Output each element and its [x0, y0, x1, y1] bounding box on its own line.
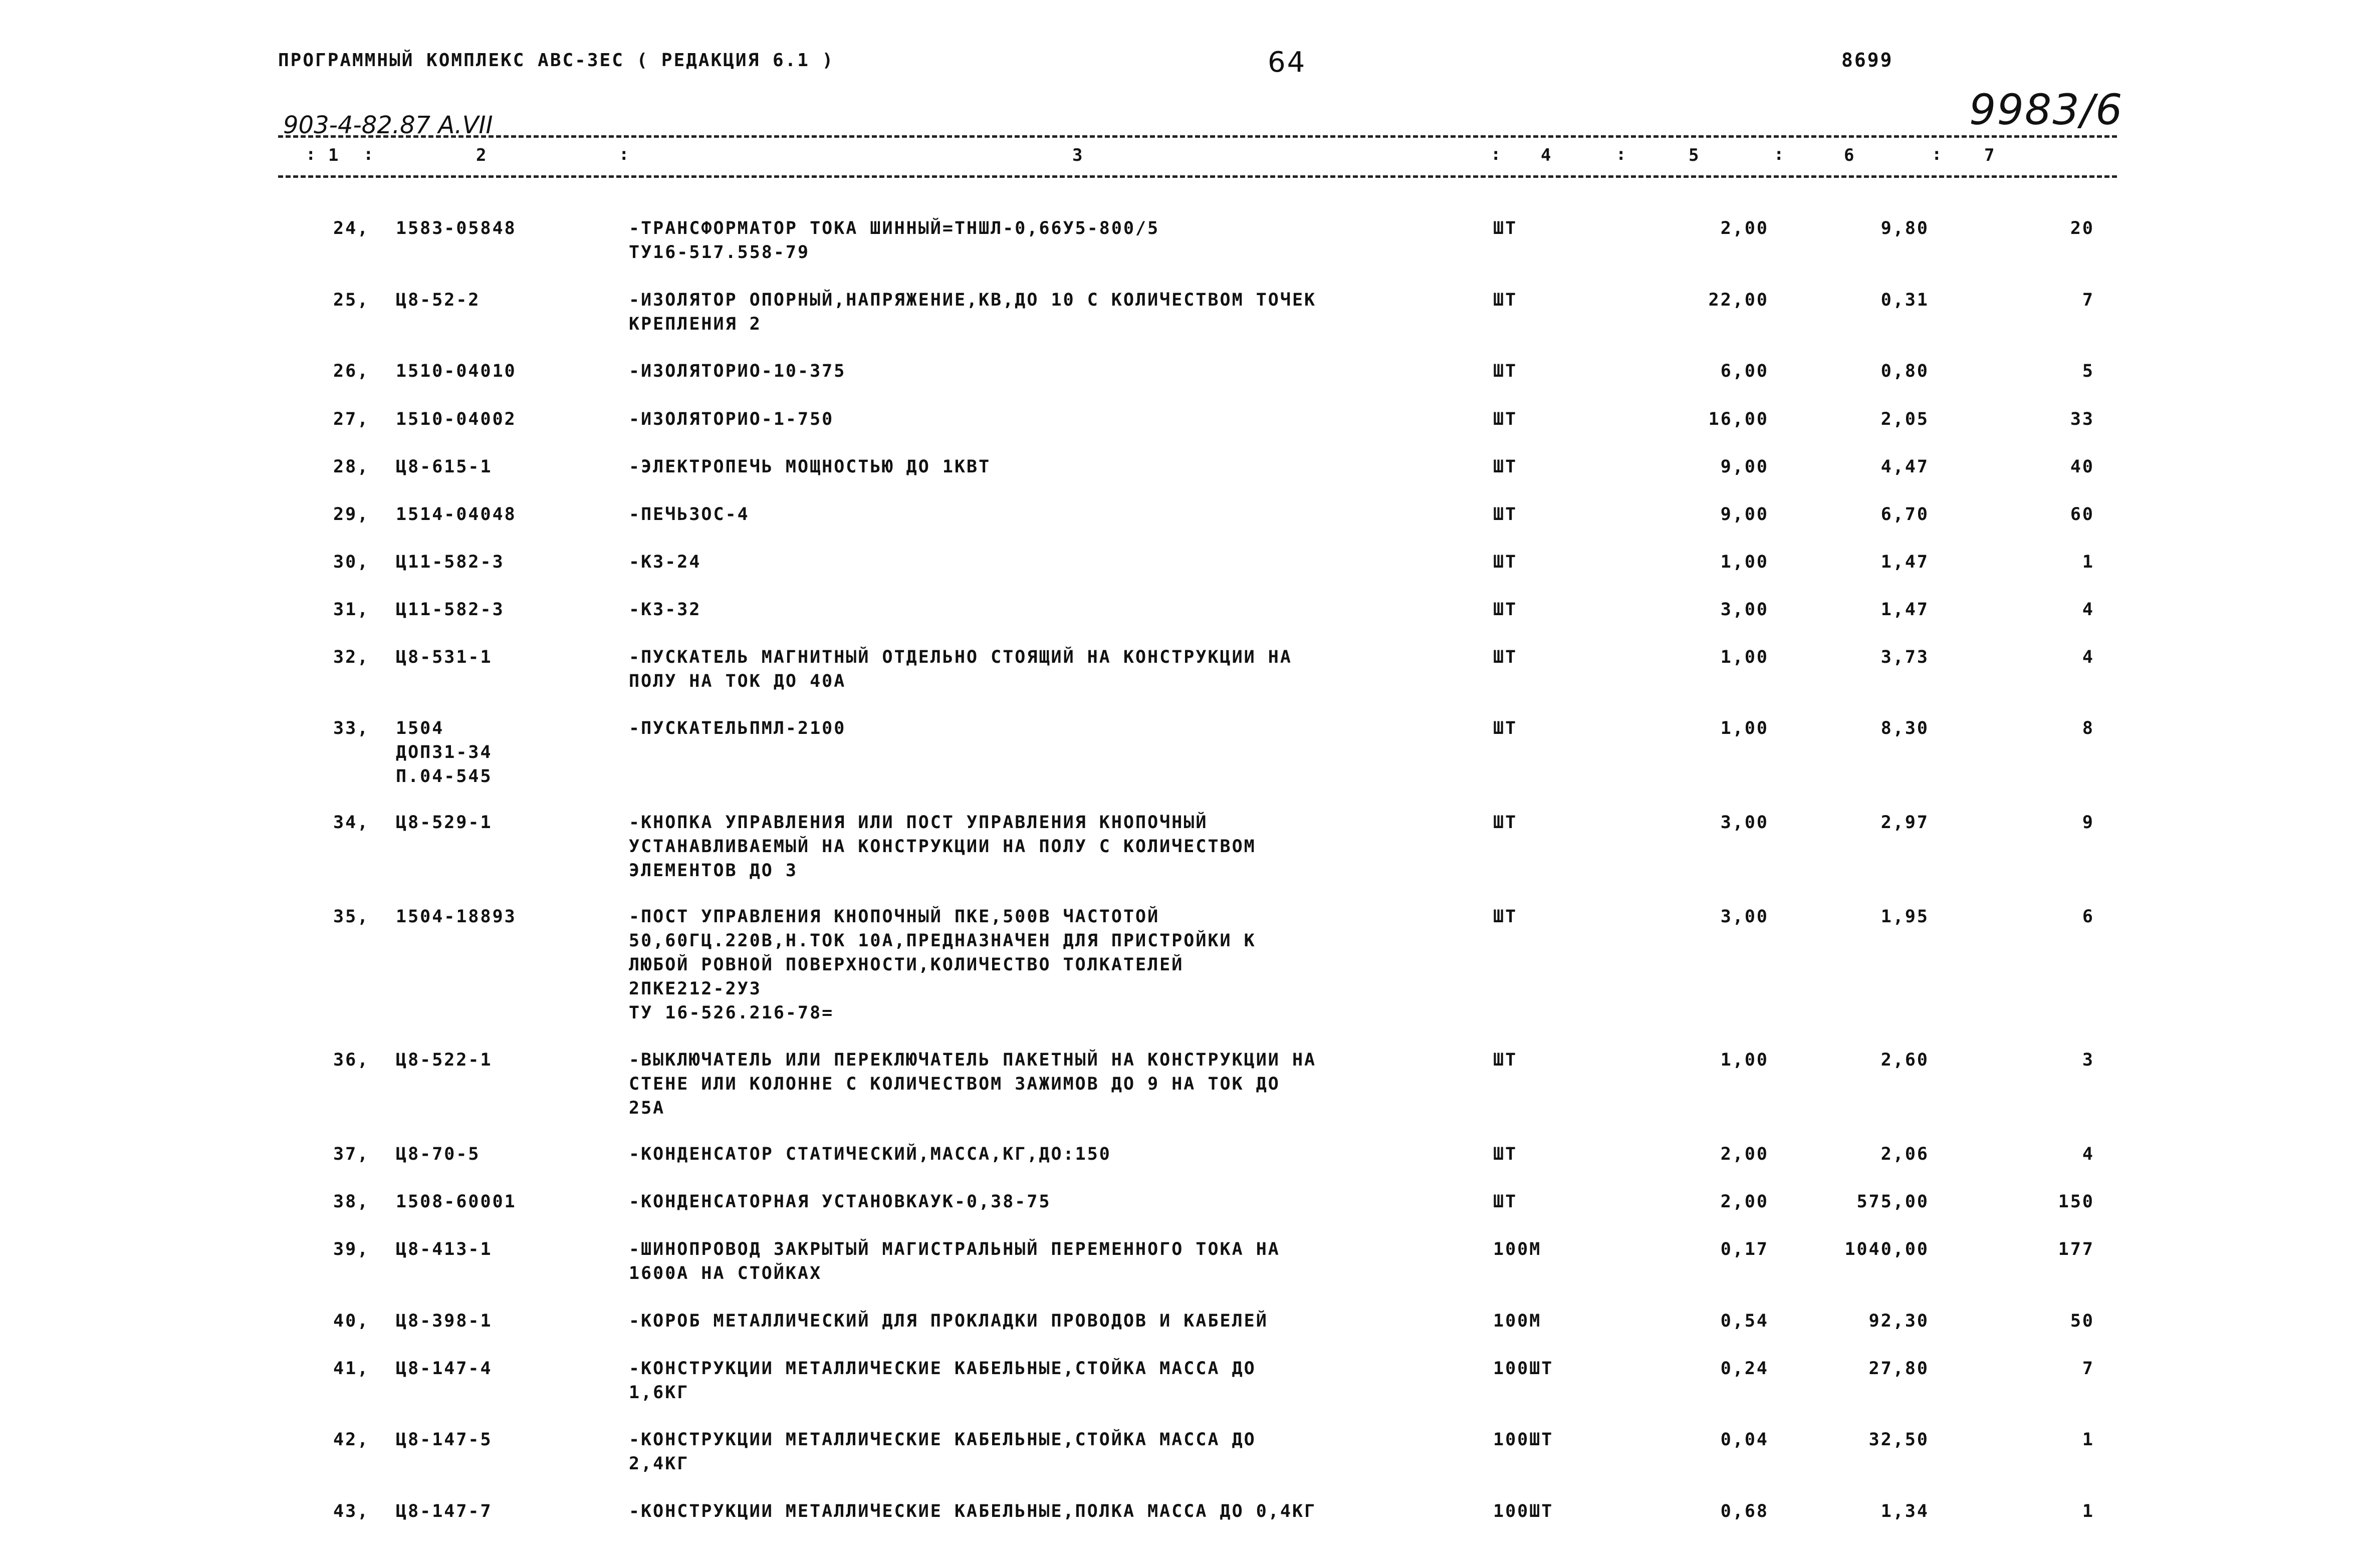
row-unit-price: 2,05 [1880, 409, 1929, 429]
document-code: 8699 [1841, 49, 1893, 71]
row-quantity: 6,00 [1720, 361, 1769, 381]
row-code [396, 716, 493, 789]
row-unit-price: 2,97 [1880, 813, 1929, 833]
row-quantity: 1,00 [1720, 1050, 1769, 1070]
row-description-line: КРЕПЛЕНИЯ 2 [629, 314, 762, 334]
column-separator: : [363, 144, 374, 164]
row-description [629, 1357, 1256, 1405]
row-total: 8 [2082, 718, 2094, 738]
row-description [629, 502, 750, 527]
row-code-line: 1504 [396, 718, 444, 738]
row-description-line: -ПУСКАТЕЛЬПМЛ-2100 [629, 718, 846, 738]
row-unit: ШТ [1493, 1144, 1518, 1164]
row-description-line: -ПЕЧЬЗОС-4 [629, 504, 750, 525]
row-number: 39, [333, 1239, 370, 1259]
row-number: 34, [333, 813, 370, 833]
row-description [629, 1428, 1256, 1476]
row-description-line: ЛЮБОЙ РОВНОЙ ПОВЕРХНОСТИ,КОЛИЧЕСТВО ТОЛКАТЕЛЕЙ [629, 955, 1184, 975]
row-total: 40 [2070, 457, 2094, 477]
row-unit: ШТ [1493, 290, 1518, 310]
row-description [629, 359, 846, 383]
row-total: 1 [2082, 1430, 2094, 1450]
column-separator: : [1774, 144, 1784, 164]
row-description-line: УСТАНАВЛИВАЕМЫЙ НА КОНСТРУКЦИИ НА ПОЛУ С КОЛИЧЕСТВОМ [629, 837, 1256, 857]
row-description-line: 1600А НА СТОЙКАХ [629, 1263, 822, 1283]
row-code-line: Ц8-522-1 [396, 1050, 493, 1070]
row-unit-price: 0,31 [1880, 290, 1929, 310]
row-quantity: 1,00 [1720, 647, 1769, 667]
row-quantity: 2,00 [1720, 1144, 1769, 1164]
row-code [396, 1357, 493, 1381]
row-description [629, 550, 701, 574]
row-total: 60 [2070, 504, 2094, 525]
row-code-line: Ц8-147-4 [396, 1359, 493, 1379]
row-quantity: 3,00 [1720, 813, 1769, 833]
row-number: 41, [333, 1359, 370, 1379]
row-unit-price: 32,50 [1868, 1430, 1929, 1450]
row-description [629, 905, 1256, 1025]
handwritten-sheet-mark: 9983/6 [1969, 85, 2123, 134]
row-description [629, 1237, 1280, 1285]
row-code [396, 645, 493, 669]
row-unit-price: 0,80 [1880, 361, 1929, 381]
column-separator: : [1932, 144, 1942, 164]
row-description-line: -ПУСКАТЕЛЬ МАГНИТНЫЙ ОТДЕЛЬНО СТОЯЩИЙ НА КОНСТРУКЦИИ НА [629, 647, 1292, 667]
row-code [396, 550, 505, 574]
row-total: 7 [2082, 290, 2094, 310]
row-quantity: 16,00 [1708, 409, 1769, 429]
row-description-line: -ИЗОЛЯТОРИО-10-375 [629, 361, 846, 381]
row-total: 4 [2082, 600, 2094, 620]
row-number: 31, [333, 600, 370, 620]
row-unit-price: 1040,00 [1844, 1239, 1929, 1259]
row-total: 4 [2082, 647, 2094, 667]
row-unit-price: 3,73 [1880, 647, 1929, 667]
row-description [629, 1142, 1111, 1166]
row-number: 33, [333, 718, 370, 738]
row-code-line: Ц8-529-1 [396, 813, 493, 833]
row-description-line: ПОЛУ НА ТОК ДО 40А [629, 671, 846, 691]
row-description [629, 288, 1316, 336]
row-total: 150 [2058, 1192, 2094, 1212]
header-dashed-rule [278, 175, 2117, 178]
row-code-line: Ц8-70-5 [396, 1144, 481, 1164]
row-unit: ШТ [1493, 647, 1518, 667]
row-quantity: 1,00 [1720, 552, 1769, 572]
row-description-line: -КЗ-32 [629, 600, 701, 620]
row-description-line: 1,6КГ [629, 1383, 689, 1403]
row-quantity: 9,00 [1720, 504, 1769, 525]
row-unit: ШТ [1493, 218, 1518, 238]
row-description-line: -ШИНОПРОВОД ЗАКРЫТЫЙ МАГИСТРАЛЬНЫЙ ПЕРЕМЕННОГО ТОКА НА [629, 1239, 1280, 1259]
column-separator: : [619, 144, 629, 164]
row-unit: ШТ [1493, 1192, 1518, 1212]
column-header-2: 2 [476, 145, 487, 165]
row-number: 26, [333, 361, 370, 381]
row-code [396, 811, 493, 835]
row-total: 5 [2082, 361, 2094, 381]
row-code-line: 1510-04002 [396, 409, 517, 429]
row-description [629, 645, 1292, 693]
row-unit: ШТ [1493, 907, 1518, 927]
row-description [629, 216, 1159, 265]
row-code-line: Ц8-147-5 [396, 1430, 493, 1450]
row-unit-price: 575,00 [1856, 1192, 1929, 1212]
row-code-line: 1510-04010 [396, 361, 517, 381]
column-separator: : [1491, 144, 1501, 164]
row-number: 35, [333, 907, 370, 927]
column-header-4: 4 [1541, 145, 1551, 165]
row-number: 37, [333, 1144, 370, 1164]
row-code [396, 1190, 517, 1214]
row-unit-price: 1,95 [1880, 907, 1929, 927]
row-unit: ШТ [1493, 813, 1518, 833]
row-number: 36, [333, 1050, 370, 1070]
row-unit-price: 9,80 [1880, 218, 1929, 238]
row-unit-price: 2,06 [1880, 1144, 1929, 1164]
row-total: 1 [2082, 552, 2094, 572]
row-number: 38, [333, 1192, 370, 1212]
handwritten-doc-id: 903-4-82.87 А.VII [283, 111, 493, 139]
row-total: 6 [2082, 907, 2094, 927]
row-total: 1 [2082, 1501, 2094, 1521]
row-code [396, 1237, 493, 1261]
row-unit: 100М [1493, 1311, 1542, 1331]
row-unit-price: 92,30 [1868, 1311, 1929, 1331]
row-quantity: 22,00 [1708, 290, 1769, 310]
row-unit: 100ШТ [1493, 1430, 1554, 1450]
row-unit-price: 2,60 [1880, 1050, 1929, 1070]
row-total: 3 [2082, 1050, 2094, 1070]
row-total: 9 [2082, 813, 2094, 833]
row-description [629, 1048, 1316, 1120]
row-description-line: -ЭЛЕКТРОПЕЧЬ МОЩНОСТЬЮ ДО 1КВТ [629, 457, 991, 477]
row-code-line: П.04-545 [396, 766, 493, 787]
row-unit-price: 8,30 [1880, 718, 1929, 738]
column-header-3: 3 [1072, 145, 1083, 165]
row-total: 7 [2082, 1359, 2094, 1379]
row-code [396, 359, 517, 383]
column-separator: : [1616, 144, 1626, 164]
row-code [396, 1142, 481, 1166]
row-unit-price: 1,47 [1880, 552, 1929, 572]
row-unit-price: 1,34 [1880, 1501, 1929, 1521]
row-number: 24, [333, 218, 370, 238]
row-number: 42, [333, 1430, 370, 1450]
row-number: 32, [333, 647, 370, 667]
row-code [396, 1048, 493, 1072]
row-description-line: -КНОПКА УПРАВЛЕНИЯ ИЛИ ПОСТ УПРАВЛЕНИЯ КНОПОЧНЫЙ [629, 813, 1208, 833]
row-code [396, 1499, 493, 1523]
row-total: 4 [2082, 1144, 2094, 1164]
column-header-1: 1 [328, 145, 339, 165]
row-description [629, 716, 846, 740]
row-code-line: Ц8-615-1 [396, 457, 493, 477]
column-header-5: 5 [1689, 145, 1699, 165]
row-quantity: 0,68 [1720, 1501, 1769, 1521]
row-code-line: Ц8-147-7 [396, 1501, 493, 1521]
column-header-6: 6 [1844, 145, 1854, 165]
row-unit: ШТ [1493, 504, 1518, 525]
row-quantity: 0,54 [1720, 1311, 1769, 1331]
row-total: 33 [2070, 409, 2094, 429]
row-unit: 100М [1493, 1239, 1542, 1259]
column-separator: : [306, 144, 316, 164]
row-code-line: Ц11-582-3 [396, 552, 505, 572]
row-description-line: -КОНДЕНСАТОРНАЯ УСТАНОВКАУК-0,38-75 [629, 1192, 1051, 1212]
row-total: 50 [2070, 1311, 2094, 1331]
row-description [629, 598, 701, 622]
row-unit-price: 4,47 [1880, 457, 1929, 477]
row-description [629, 407, 834, 431]
row-unit-price: 6,70 [1880, 504, 1929, 525]
row-description [629, 455, 991, 479]
row-code-line: Ц8-52-2 [396, 290, 481, 310]
row-unit-price: 27,80 [1868, 1359, 1929, 1379]
row-number: 28, [333, 457, 370, 477]
row-description-line: -ВЫКЛЮЧАТЕЛЬ ИЛИ ПЕРЕКЛЮЧАТЕЛЬ ПАКЕТНЫЙ НА КОНСТРУКЦИИ НА [629, 1050, 1317, 1070]
row-description-line: -ИЗОЛЯТОР ОПОРНЫЙ,НАПРЯЖЕНИЕ,КВ,ДО 10 С КОЛИЧЕСТВОМ ТОЧЕК [629, 290, 1317, 310]
row-quantity: 2,00 [1720, 218, 1769, 238]
row-number: 30, [333, 552, 370, 572]
row-code-line: 1514-04048 [396, 504, 517, 525]
row-code-line: Ц8-398-1 [396, 1311, 493, 1331]
row-description-line: -КОНСТРУКЦИИ МЕТАЛЛИЧЕСКИЕ КАБЕЛЬНЫЕ,СТОЙКА МАССА ДО [629, 1430, 1256, 1450]
row-description-line: ЭЛЕМЕНТОВ ДО 3 [629, 861, 798, 881]
row-description [629, 1499, 1316, 1523]
row-description-line: 25А [629, 1098, 665, 1118]
row-description-line: -ИЗОЛЯТОРИО-1-750 [629, 409, 834, 429]
row-number: 40, [333, 1311, 370, 1331]
page-number: 64 [1268, 46, 1307, 79]
row-quantity: 0,17 [1720, 1239, 1769, 1259]
row-description-line: СТЕНЕ ИЛИ КОЛОННЕ С КОЛИЧЕСТВОМ ЗАЖИМОВ ДО 9 НА ТОК ДО [629, 1074, 1280, 1094]
row-quantity: 0,24 [1720, 1359, 1769, 1379]
row-code-line: Ц11-582-3 [396, 600, 505, 620]
row-description-line: -КОНСТРУКЦИИ МЕТАЛЛИЧЕСКИЕ КАБЕЛЬНЫЕ,ПОЛКА МАССА ДО 0,4КГ [629, 1501, 1317, 1521]
row-description-line: -КЗ-24 [629, 552, 701, 572]
row-total: 20 [2070, 218, 2094, 238]
row-code [396, 1428, 493, 1452]
row-number: 29, [333, 504, 370, 525]
row-unit: ШТ [1493, 600, 1518, 620]
row-total: 177 [2058, 1239, 2094, 1259]
row-number: 27, [333, 409, 370, 429]
top-dashed-rule [278, 135, 2117, 138]
column-header-7: 7 [1984, 145, 1995, 165]
row-description-line: -КОНДЕНСАТОР СТАТИЧЕСКИЙ,МАССА,КГ,ДО:150 [629, 1144, 1111, 1164]
row-code-line: 1504-18893 [396, 907, 517, 927]
row-quantity: 3,00 [1720, 600, 1769, 620]
row-description-line: 50,60ГЦ.220В,Н.ТОК 10А,ПРЕДНАЗНАЧЕН ДЛЯ ПРИСТРОЙКИ К [629, 931, 1256, 951]
row-description-line: -ПОСТ УПРАВЛЕНИЯ КНОПОЧНЫЙ ПКЕ,500В ЧАСТОТОЙ [629, 907, 1160, 927]
row-description [629, 1190, 1051, 1214]
row-description [629, 1309, 1268, 1333]
row-unit: ШТ [1493, 718, 1518, 738]
row-unit-price: 1,47 [1880, 600, 1929, 620]
row-description-line: -ТРАНСФОРМАТОР ТОКА ШИННЫЙ=ТНШЛ-0,66У5-800/5 [629, 218, 1160, 238]
row-code [396, 502, 517, 527]
row-quantity: 0,04 [1720, 1430, 1769, 1450]
row-unit: 100ШТ [1493, 1359, 1554, 1379]
row-code-line: Ц8-531-1 [396, 647, 493, 667]
row-code-line: Ц8-413-1 [396, 1239, 493, 1259]
row-description-line: -КОРОБ МЕТАЛЛИЧЕСКИЙ ДЛЯ ПРОКЛАДКИ ПРОВОДОВ И КАБЕЛЕЙ [629, 1311, 1268, 1331]
row-code-line: 1508-60001 [396, 1192, 517, 1212]
row-code [396, 905, 517, 929]
row-description-line: -КОНСТРУКЦИИ МЕТАЛЛИЧЕСКИЕ КАБЕЛЬНЫЕ,СТОЙКА МАССА ДО [629, 1359, 1256, 1379]
row-unit: ШТ [1493, 552, 1518, 572]
row-description-line: 2ПКЕ212-2УЗ [629, 979, 762, 999]
row-code-line: 1583-05848 [396, 218, 517, 238]
row-unit: ШТ [1493, 1050, 1518, 1070]
row-unit: 100ШТ [1493, 1501, 1554, 1521]
row-quantity: 9,00 [1720, 457, 1769, 477]
row-number: 43, [333, 1501, 370, 1521]
row-description-line: ТУ 16-526.216-78= [629, 1003, 834, 1023]
row-description [629, 811, 1256, 883]
row-quantity: 1,00 [1720, 718, 1769, 738]
row-unit: ШТ [1493, 361, 1518, 381]
row-description-line: 2,4КГ [629, 1454, 689, 1474]
row-code-line: ДОП31-34 [396, 742, 493, 762]
row-code [396, 216, 517, 240]
row-code [396, 407, 517, 431]
row-quantity: 2,00 [1720, 1192, 1769, 1212]
row-code [396, 288, 481, 312]
row-code [396, 598, 505, 622]
row-code [396, 455, 493, 479]
row-number: 25, [333, 290, 370, 310]
program-header: ПРОГРАММНЫЙ КОМПЛЕКС АВС-ЗЕС ( РЕДАКЦИЯ 6.1 ) [278, 50, 835, 71]
row-description-line: ТУ16-517.558-79 [629, 242, 810, 263]
row-quantity: 3,00 [1720, 907, 1769, 927]
row-code [396, 1309, 493, 1333]
row-unit: ШТ [1493, 409, 1518, 429]
row-unit: ШТ [1493, 457, 1518, 477]
